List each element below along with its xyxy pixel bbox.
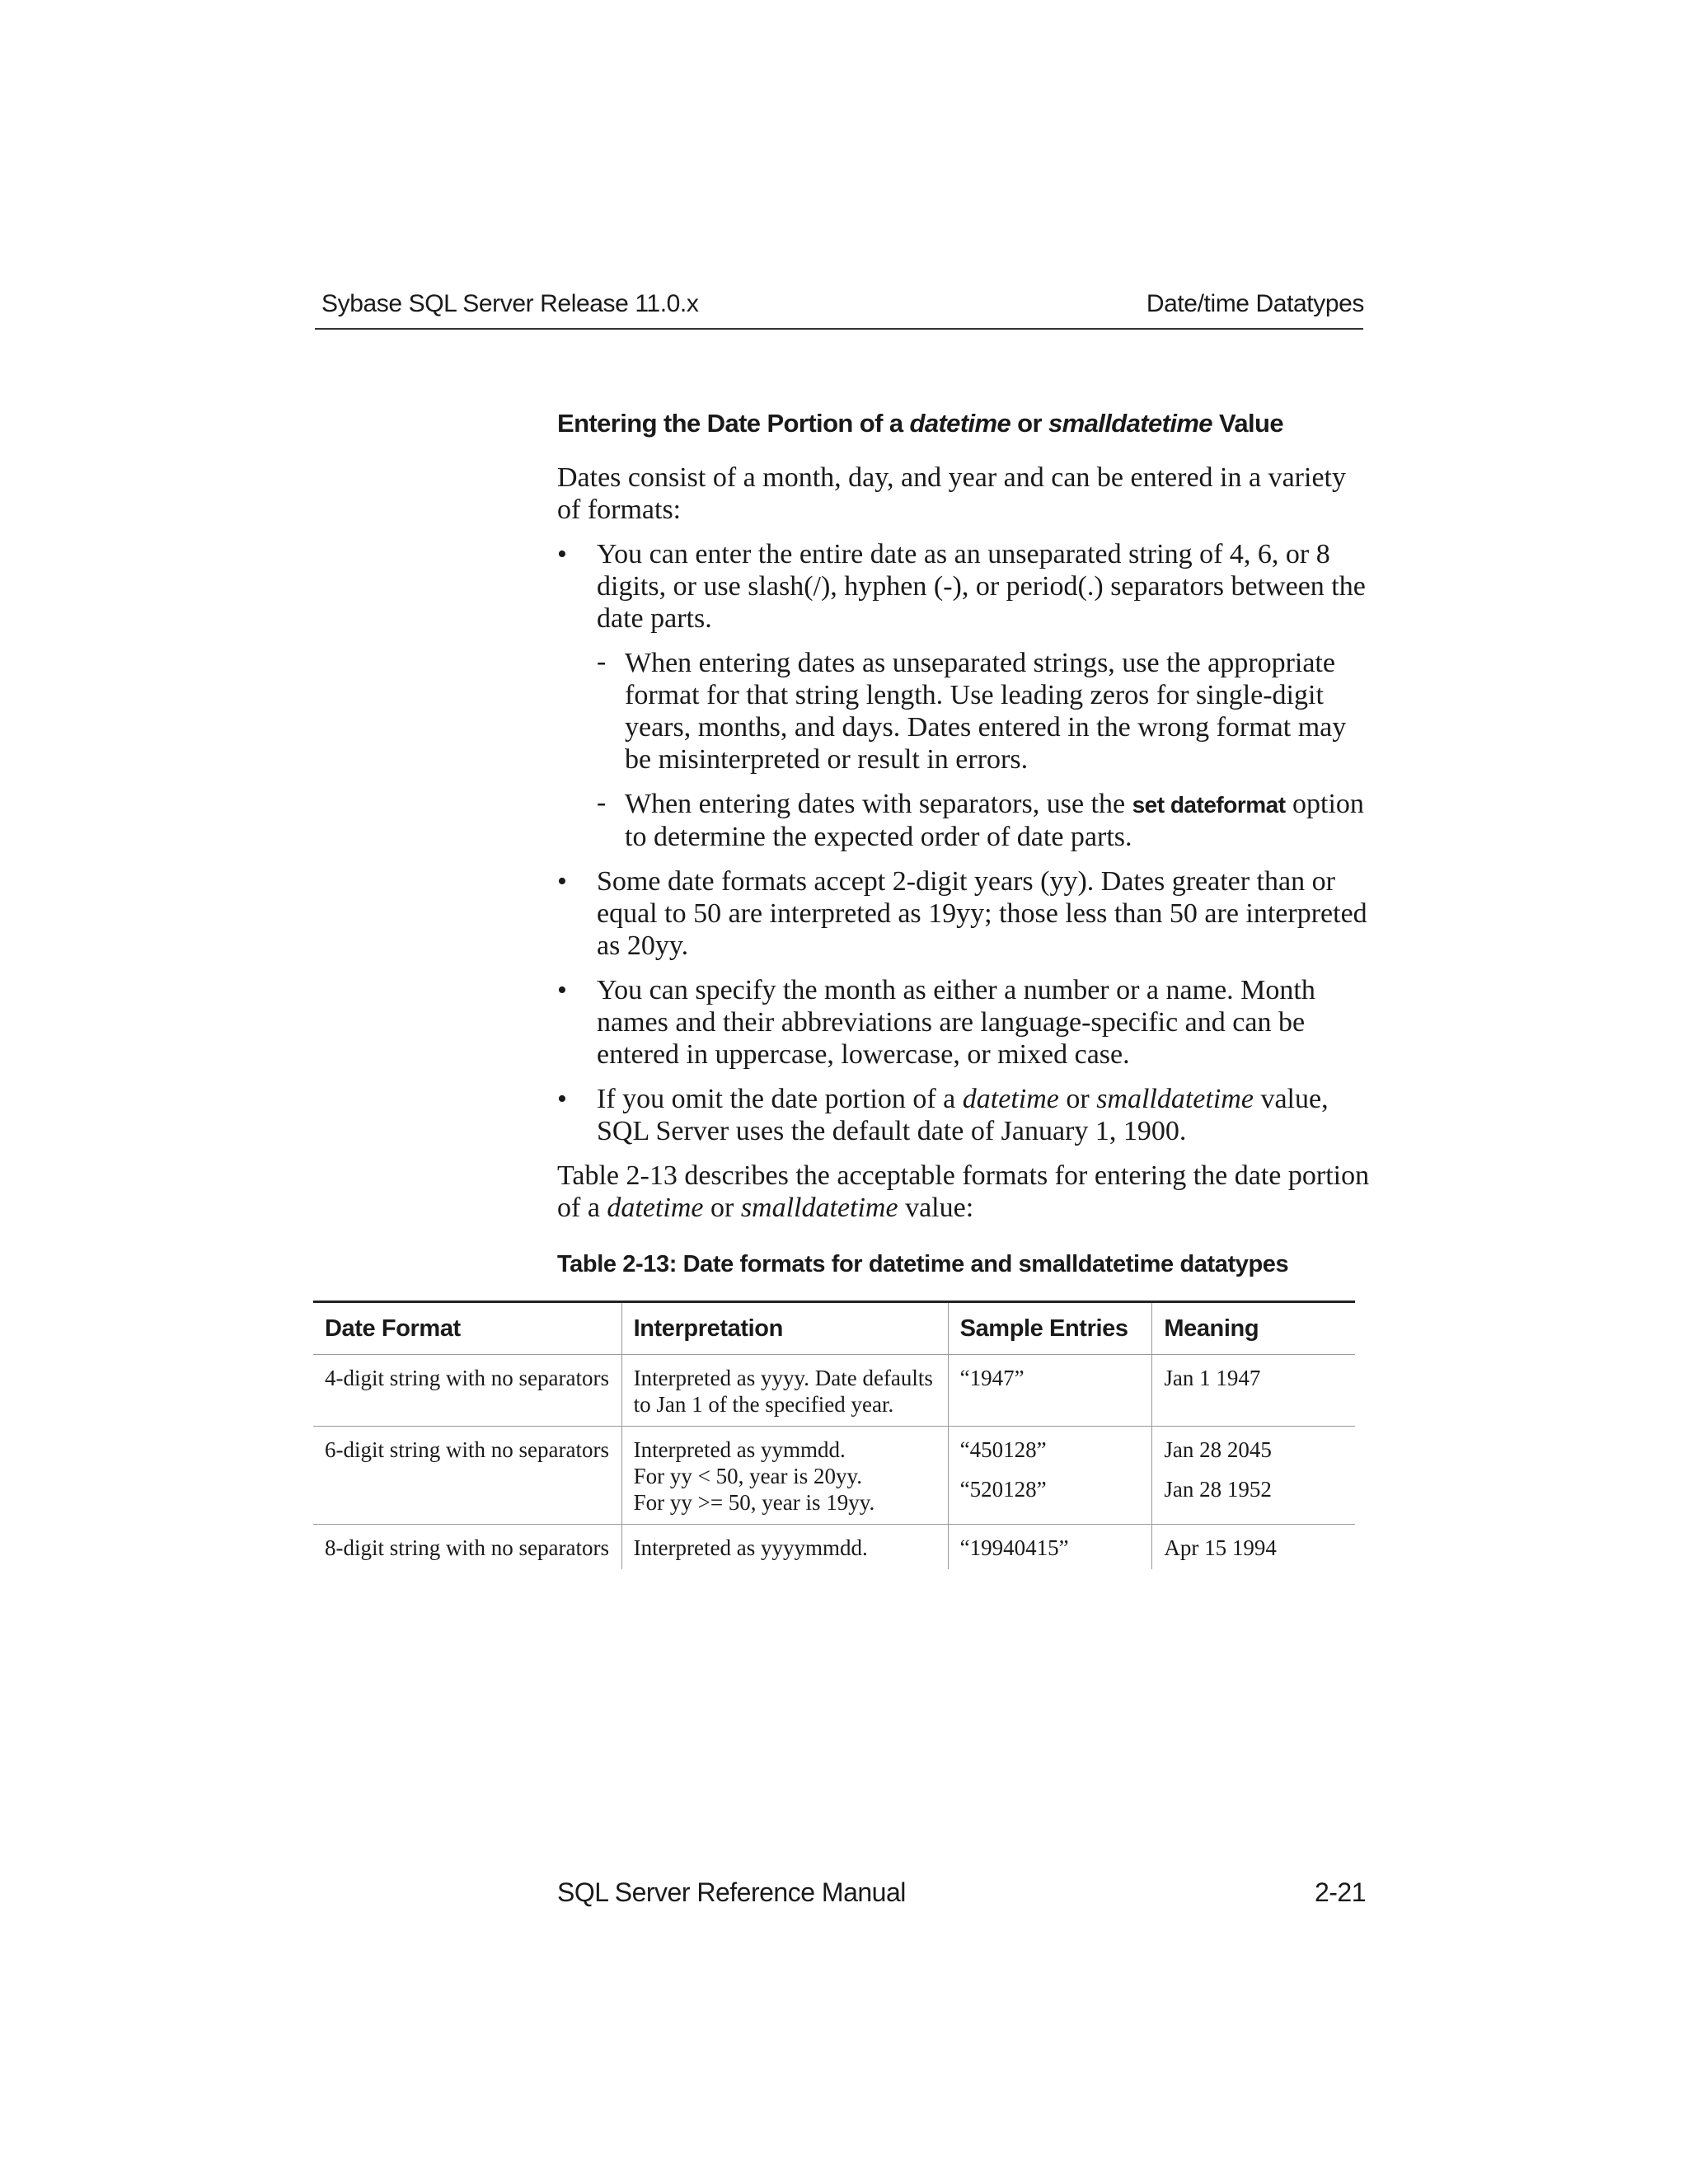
cell-interpretation <box>621 1525 948 1570</box>
column-header-date-format: Date Format <box>313 1302 621 1355</box>
interpretation-line: Interpreted as yyyy. Date defaults to Jan 1 of the specified year. <box>633 1366 933 1417</box>
sample-entry: “520128” <box>959 1477 1047 1502</box>
bullet-item-month-names <box>557 974 1373 1071</box>
footer-page-number: 2-21 <box>1314 1877 1366 1907</box>
bullet-list <box>557 538 1373 1147</box>
dash-text-suffix: option to determine the expected order of date parts. <box>625 789 1364 852</box>
heading-suffix: Value <box>1212 409 1283 438</box>
term-datetime: datetime <box>962 1084 1059 1114</box>
column-header-sample-entries: Sample Entries <box>948 1302 1152 1355</box>
heading-term-smalldatetime: smalldatetime <box>1048 409 1212 438</box>
term-smalldatetime: smalldatetime <box>740 1193 898 1223</box>
section-heading <box>557 407 1373 440</box>
bullet-marker: • <box>557 975 567 1005</box>
sample-entry: “450128” <box>959 1437 1047 1462</box>
dash-text: When entering dates as unseparated strings, use the appropriate format for that string length. Use leading zeros for single-digit years, months, and days. Dates entered in the wrong format may be misinterpreted or result in errors. <box>625 648 1347 775</box>
bullet-marker: • <box>557 866 567 897</box>
cell-interpretation <box>621 1355 948 1427</box>
dash-item-unseparated <box>597 647 1373 776</box>
bullet-text: You can enter the entire date as an unseparated string of 4, 6, or 8 digits, or use slash(/), hyphen (-), or period(.) separators between the date parts. <box>597 539 1366 634</box>
footer-manual-title: SQL Server Reference Manual <box>557 1877 906 1907</box>
interpretation-line: Interpreted as yyyymmdd. <box>633 1535 868 1560</box>
table-row <box>313 1427 1355 1525</box>
bullet-text: Some date formats accept 2-digit years (yy). Dates greater than or equal to 50 are interpreted as 19yy; those less than 50 are interpreted as 20yy. <box>597 866 1367 961</box>
running-header-left: Sybase SQL Server Release 11.0.x <box>321 290 699 317</box>
table-row <box>313 1525 1355 1570</box>
meaning-value: Jan 1 1947 <box>1164 1366 1261 1390</box>
bullet-item-default-date <box>557 1083 1373 1147</box>
cell-interpretation <box>621 1427 948 1525</box>
cell-sample-entries <box>948 1355 1152 1427</box>
column-header-meaning: Meaning <box>1152 1302 1355 1355</box>
set-dateformat-command: set dateformat <box>1132 792 1286 818</box>
date-formats-table <box>313 1301 1355 1569</box>
bullet-marker: • <box>557 1084 567 1114</box>
cell-date-format: 8-digit string with no separators <box>325 1535 609 1560</box>
term-datetime: datetime <box>607 1193 704 1223</box>
main-text-column <box>557 407 1373 1236</box>
dash-text-prefix: When entering dates with separators, use the <box>625 789 1132 819</box>
table-intro-paragraph <box>557 1160 1373 1224</box>
cell-date-format: 4-digit string with no separators <box>313 1355 621 1427</box>
table-row <box>313 1355 1355 1427</box>
table-caption: Table 2-13: Date formats for datetime and smalldatetime datatypes <box>557 1251 1289 1277</box>
dash-marker: - <box>597 787 607 818</box>
interpretation-line: For yy >= 50, year is 19yy. <box>633 1490 875 1515</box>
intro-paragraph: Dates consist of a month, day, and year and can be entered in a variety of formats: <box>557 462 1346 525</box>
heading-prefix: Entering the Date Portion of a <box>557 409 910 438</box>
interpretation-line: For yy < 50, year is 20yy. <box>633 1464 863 1488</box>
cell-date-format: 6-digit string with no separators <box>313 1427 621 1525</box>
meaning-value: Jan 28 2045 <box>1164 1437 1272 1462</box>
bullet-text-suffix: value, SQL Server uses the default date of January 1, 1900. <box>597 1084 1329 1146</box>
dash-item-separators <box>597 788 1373 853</box>
meaning-value: Jan 28 1952 <box>1164 1477 1272 1502</box>
cell-meaning <box>1152 1525 1355 1570</box>
table-header-row <box>313 1302 1355 1355</box>
running-header-right: Date/time Datatypes <box>1146 290 1364 317</box>
outro-mid: or <box>703 1193 741 1223</box>
meaning-value: Apr 15 1994 <box>1164 1535 1277 1560</box>
bullet-text-prefix: If you omit the date portion of a <box>597 1084 963 1114</box>
dash-marker: - <box>597 646 607 677</box>
cell-sample-entries <box>948 1525 1152 1570</box>
column-header-interpretation: Interpretation <box>621 1302 948 1355</box>
bullet-text: You can specify the month as either a number or a name. Month names and their abbreviations are language-specific and can be entered in uppercase, lowercase, or mixed case. <box>597 975 1315 1070</box>
bullet-text-mid: or <box>1058 1084 1097 1114</box>
sample-entry: “19940415” <box>959 1535 1069 1560</box>
interpretation-line: Interpreted as yymmdd. <box>633 1437 846 1462</box>
cell-meaning <box>1152 1427 1355 1525</box>
cell-sample-entries <box>948 1427 1152 1525</box>
heading-term-datetime: datetime <box>909 409 1011 438</box>
cell-meaning <box>1152 1355 1355 1427</box>
bullet-item-formats <box>557 538 1373 853</box>
heading-mid: or <box>1010 409 1048 438</box>
outro-suffix: value: <box>898 1193 974 1223</box>
bullet-item-two-digit-years <box>557 865 1373 962</box>
term-smalldatetime: smalldatetime <box>1096 1084 1254 1114</box>
sample-entry: “1947” <box>959 1366 1025 1390</box>
outro-prefix: Table 2-13 describes the acceptable formats for entering the date portion of a <box>557 1160 1370 1223</box>
bullet-marker: • <box>557 539 567 569</box>
